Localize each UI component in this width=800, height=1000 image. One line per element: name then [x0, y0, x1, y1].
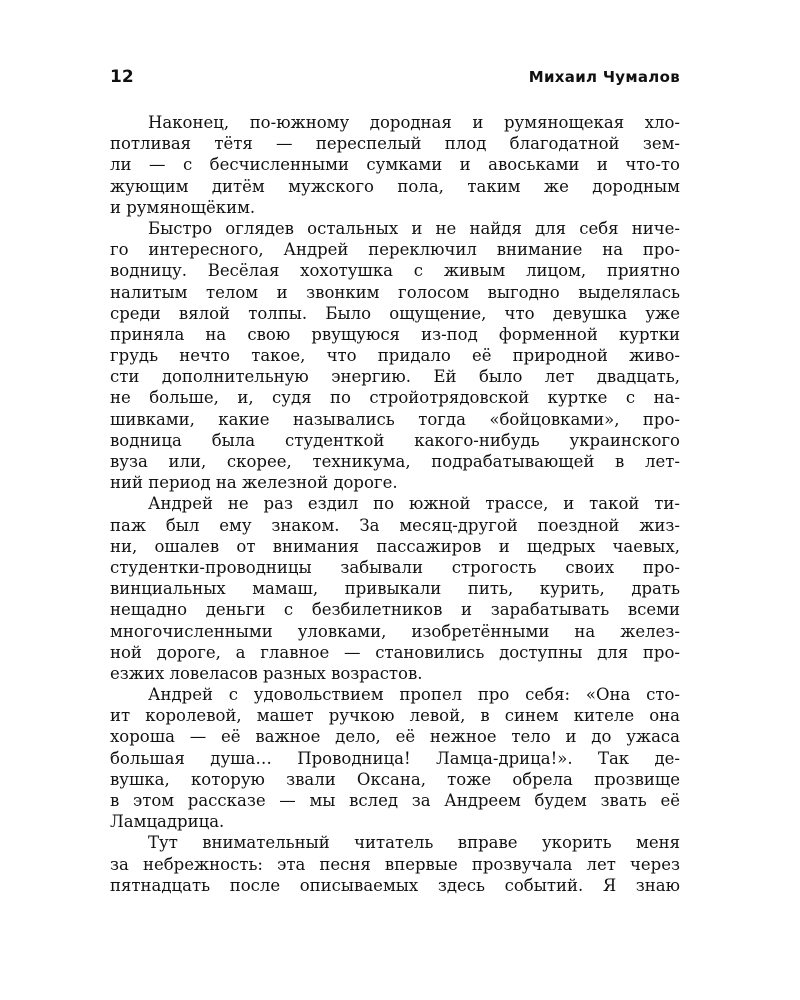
- page-number: 12: [110, 67, 134, 87]
- paragraph: [110, 218, 680, 493]
- page-header: [110, 64, 680, 90]
- text-line: Андрей не раз ездил по южной трассе, и такой ти-: [148, 494, 680, 514]
- text-line: за небрежность: эта песня впервые прозвучала лет через: [110, 854, 680, 874]
- text-line: грудь нечто такое, что придало её природной живо-: [110, 346, 680, 366]
- text-line: пятнадцать после описываемых здесь событий. Я знаю: [110, 875, 680, 895]
- text-line: паж был ему знаком. За месяц-другой поездной жиз-: [110, 515, 680, 535]
- text-line: сти дополнительную энергию. Ей было лет двадцать,: [110, 367, 680, 387]
- paragraph: [110, 832, 680, 896]
- text-line: и румянощёким.: [110, 197, 256, 217]
- text-line: студентки-проводницы забывали строгость своих про-: [110, 557, 680, 577]
- text-line: ний период на железной дороге.: [110, 473, 398, 493]
- text-line: хороша — её важное дело, её нежное тело и до ужаса: [110, 727, 680, 747]
- text-line: Андрей с удовольствием пропел про себя: «Она сто-: [148, 685, 680, 705]
- text-line: го интересного, Андрей переключил внимание на про-: [110, 240, 680, 260]
- text-line: вушка, которую звали Оксана, тоже обрела прозвище: [110, 769, 680, 789]
- text-line: езжих ловеласов разных возрастов.: [110, 663, 423, 683]
- text-line: винциальных мамаш, привыкали пить, курить, драть: [110, 579, 680, 599]
- text-line: ной дороге, а главное — становились доступны для про-: [110, 642, 680, 662]
- paragraph: [110, 684, 680, 832]
- paragraph: [110, 112, 680, 218]
- author-running-head: Михаил Чумалов: [528, 68, 680, 86]
- text-line: в этом рассказе — мы вслед за Андреем будем звать её: [110, 791, 680, 810]
- text-line: Ламцадрица.: [110, 812, 225, 832]
- text-line: Тут внимательный читатель вправе укорить меня: [148, 833, 680, 853]
- text-line: не больше, и, судя по стройотрядовской куртке с на-: [110, 388, 680, 408]
- text-line: потливая тётя — переспелый плод благодатной зем-: [110, 134, 680, 154]
- text-line: нещадно деньги с безбилетников и зарабатывать всеми: [110, 600, 680, 620]
- text-line: среди вялой толпы. Было ощущение, что девушка уже: [110, 303, 680, 323]
- text-line: налитым телом и звонким голосом выгодно выделялась: [110, 282, 680, 302]
- text-line: Быстро оглядев остальных и не найдя для себя ниче-: [148, 218, 680, 238]
- text-line: шивками, какие назывались тогда «бойцовками», про-: [110, 409, 680, 429]
- text-line: жующим дитём мужского пола, таким же дородным: [110, 176, 680, 196]
- text-line: многочисленными уловками, изобретёнными на желез-: [110, 621, 680, 641]
- text-line: водница была студенткой какого-нибудь украинского: [110, 430, 680, 450]
- body-text: [110, 112, 680, 896]
- text-line: ит королевой, машет ручкою левой, в синем кителе она: [110, 706, 680, 726]
- text-line: ни, ошалев от внимания пассажиров и щедрых чаевых,: [110, 536, 680, 556]
- text-line: ли — с бесчисленными сумками и авоськами и что-то: [110, 155, 680, 175]
- text-line: большая душа… Проводница! Ламца-дрица!». Так де-: [110, 748, 680, 768]
- paragraph: [110, 493, 680, 684]
- text-line: водницу. Весёлая хохотушка с живым лицом, приятно: [110, 261, 680, 281]
- text-line: приняла на свою рвущуюся из-под форменной куртки: [110, 324, 680, 344]
- text-line: Наконец, по-южному дородная и румянощекая хло-: [148, 113, 680, 132]
- text-line: вуза или, скорее, техникума, подрабатывающей в лет-: [110, 452, 680, 471]
